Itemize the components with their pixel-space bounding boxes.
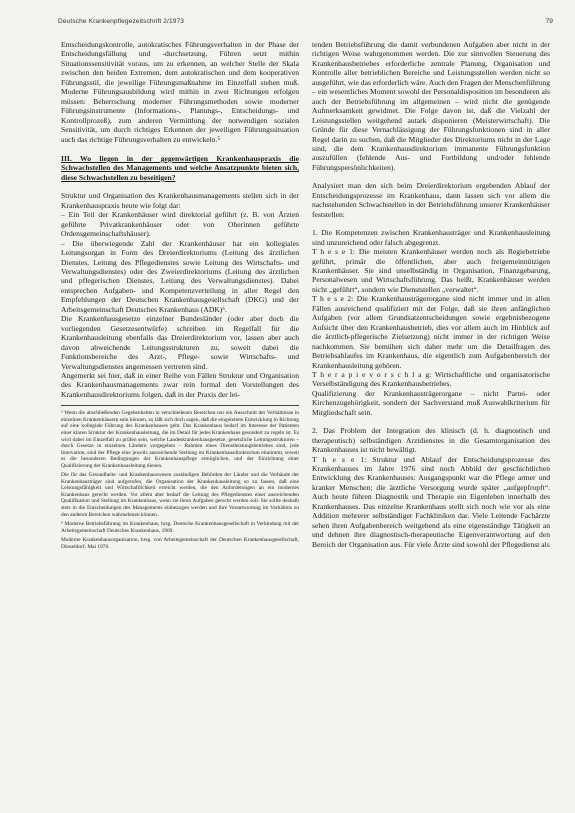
- journal-title: Deutsche Krankenpflegezeitschrift 2/1973: [58, 18, 185, 25]
- footnotes: [61, 405, 299, 550]
- thesis-label: T h e s e 1:: [312, 247, 355, 257]
- paragraph: Entscheidungskontrolle, autokratisches Führungsverhalten in der Phase der Entscheidungsfällung und -durchsetzung. Führen setzt mithin Situationssensitivität voraus, um zu erkennen, an welcher Stelle der Skala zwischen den beiden Extremen, dem autokratischen und dem kooperativen Führungsstil, die jeweilige Führungsmaßnahme im Einzelfall stehen muß. Moderne Führungsausbildung wird mithin in zwei Richtungen erfolgen müssen: Beherrschung moderner Führungsmethoden sowie moderner Führungsinstrumente (Informations-, Planungs-, Entscheidungs- und Kontrollprozeß), zum anderen Vermittlung der notwendigen sozialen Sensitivität, um durch richtiges Erkennen der jeweiligen Führungssituation auch das richtige Führungsverhalten zu entwickeln.⁵: [61, 40, 299, 144]
- left-column: [61, 40, 299, 800]
- footnote: ⁵ Wenn die abschließenden Gegebenheiten in verschiedenen Bereichen nur ein Ausschnitt der Verhältnisse in einzelnen Krankenhäusern sein können, so läßt sich doch sagen, daß die eingeleitete Entwicklung in Richtung auf eine kollegiale Führung des Krankenhauses geht. Das Krankenhaus bedarf im Interesse der Patienten einer klaren Struktur der Krankenhausleitung, die im Detail für jedes Krankenhaus gesondert zu regeln ist. Es wird dabei im Einzelfall zu prüfen sein, welche Landeskrankenhausgesetze, gesetzliche Leitungsstrukturen – durch Gesetze in einzelnen Ländern vorgegeben – Rahmen eines Dienstleistungsbetriebes sind, jede Innovation, sind der Pflege eine jeweils ausreichende Stellung im Krankenhausdirektorium einnimmt, soweit es die besonderen Bedingungen der Krankenhauspflege ermöglichen, und der Einrichtung einer Qualifizierung der Krankenhausleitung dienen.: [61, 410, 299, 469]
- section-heading-text: III. Wo liegen in der gegenwärtigen Krankenhauspraxis die Schwachstellen des Managements und welche Ansatzpunkte bieten sich, diese Schwachstellen zu beseitigen?: [61, 153, 299, 182]
- numbered-point: 1. Die Kompetenzen zwischen Krankenhausträger und Krankenhausleitung sind unzureichend oder falsch abgegrenzt.: [312, 228, 550, 247]
- thesis-paragraph: [312, 247, 550, 294]
- therapy-text: Wirtschaftliche und organisatorische Verselbständigung des Krankenhausbetriebes.: [312, 369, 550, 389]
- thesis-paragraph: [312, 294, 550, 370]
- thesis-label: T h e s e 2:: [312, 294, 354, 304]
- therapy-paragraph: [312, 370, 550, 389]
- thesis-label: T h e s e 1:: [312, 454, 367, 464]
- section-heading: [61, 154, 299, 182]
- paragraph: Struktur und Organisation des Krankenhausmanagements stellen sich in der Krankenhauspraxis heute wie folgt dar:: [61, 191, 299, 210]
- therapy-label: T h e r a p i e v o r s c h l a g:: [312, 369, 432, 379]
- running-header: [58, 18, 553, 25]
- thesis-text: Struktur und Ablauf der Entscheidungsprozesse des Krankenhauses im Jahre 1976 sind noch Abbild der geschichtlichen Entwicklung des Krankenhauses: Ausgangspunkt war die Pflege armer und kranker Menschen; die ärztliche Versorgung wurde später „aufgepfropft“. Auch heute führen Diagnostik und Therapie ein Eigenleben innerhalb des Krankenhauses. Das einzelne Krankenhaus stellt sich noch wie vor als eine Addition mehrerer selbständiger Fachkliniken dar. Viele Leitende Fachärzte sehen ihren Aufgabenbereich weitgehend als eine eigenständige Tätigkeit an und dehnen ihre diagnostisch-therapeutische Eigenverantwortung auf den Bereich der Organisation aus. Für viele Ärzte sind sowohl der Pflegedienst als: [312, 454, 550, 549]
- thesis-paragraph: [312, 455, 550, 550]
- paragraph: Die Krankenhausgesetze einzelner Bundesländer (oder aber doch die vorliegenden Gesetzesentwürfe) schreiben im Regelfall für die Krankenhausleitung ebenfalls das Dreierdirektorium vor, lassen aber auch davon abweichende Leitungsstrukturen zu, soweit dabei die Funktionsbereiche des Arzt-, Pflege- sowie Wirtschafts- und Verwaltungsdienstes angemessen vertreten sind.: [61, 314, 299, 371]
- footnote: Die für das Gesundheits- und Krankenhauswesen zuständigen Behörden der Länder und die Verbände der Krankenhausträger sind aufgerufen, die Organisation der Krankenhausleitung so zu fassen, daß eine Leistungsfähigkeit und Wirtschaftlichkeit erreicht werden, die den Anforderungen an ein modernes Krankenhaus gerecht werden. Vor allem aber bedarf die Leitung des Pflegedienstes einer ausreichenden Qualifikation und Stellung im Krankenhaus, wenn sie ihren Aufgaben gerecht werden soll. Sie sollte deshalb stets in die Entscheidungen des Managements einbezogen werden und ihre Verantwortung im Verhältnis zu den anderen Bereichen wahrnehmen können.: [61, 472, 299, 518]
- list-item: – Die überwiegende Zahl der Krankenhäuser hat ein kollegiales Leitungsorgan in Form des Dreierdirektoriums (Leitung des ärztlichen Dienstes, Leitung des Pflegedienstes sowie Leitung des Wirtschafts- und Verwaltungsdienstes) oder des Zweierdirektoriums (Leitung des ärztlichen und pflegerischen Dienstes, Leitung des Verwaltungsdienstes). Dabei entsprechen Aufgaben- und Kompetenzverteilung in aller Regel den Empfehlungen der Deutschen Krankenhausgesellschaft (DKG) und der Arbeitsgemeinschaft Deutsches Krankenhaus (ADK)⁶.: [61, 238, 299, 314]
- right-column: [312, 40, 550, 810]
- list-item: – Ein Teil der Krankenhäuser wird direktorial geführt (z. B. von Ärzten geführte Privatkrankenhäuser oder von Oberinnen geführte Ordensgemeinschaftshäuser).: [61, 210, 299, 239]
- page-number: 79: [545, 18, 553, 25]
- paragraph: tenden Betriebsführung die damit verbundenen Aufgaben aber nicht in der richtigen Weise wahrgenommen werden. Die zur sinnvollen Steuerung des Krankenhausbetriebes erforderliche zentrale Planung, Organisation und Kontrolle aller betrieblichen Bereiche und Leistungsstellen werden nicht so ausgeführt, wie das erforderlich wäre. Auch den Fragen der Menschenführung – ein wesentliches Moment sowohl der Personaldisposition im besonderen als auch der Betriebsführung im allgemeinen – wird nicht die genügende Aufmerksamkeit gewidmet. Die Folge davon ist, daß die Vielzahl der Leistungsstellen weitgehend autark disponieren (Meisterwirtschaft). Die Gründe für diese Vernachlässigung der Führungsfunktionen sind in aller Regel darin zu suchen, daß die Mitglieder des Direktoriums nicht in der Lage sind, die dem Krankenhausdirektorium immanente Führungsfunktion auszufüllen (fehlende Aus- und Fortbildung und/oder fehlende Führungspersönlichkeiten).: [312, 40, 550, 172]
- paragraph: Qualifizierung der Krankenhausträgerorgane – nicht Partei- oder Kirchenzugehörigkeit, sondern der Sachverstand muß Auswahlkriterium für Mitgliedschaft sein.: [312, 388, 550, 417]
- thesis-text: Die Krankenhausträgerorgane sind nicht immer und in allen Fällen ausreichend qualifiziert mit der Folge, daß sie ihren anfänglichen Aufgaben (vor allem Grundsatzentscheidungen sowie ergebnisbezogene Aufsicht über den Krankenhausbetrieb, dies vor allem auch im Hinblick auf die ärztlich-pflegerische Zielsetzung) nicht immer in der richtigen Weise nachkommen. Sie bemühen sich daher mehr um die Detailfragen des Betriebsablaufes im Krankenhaus, die eigentlich zum Aufgabenbereich der Krankenhausleitung gehören.: [312, 294, 550, 370]
- paragraph: Angemerkt sei hier, daß in einer Reihe von Fällen Struktur und Organisation des Krankenhausmanagements zwar rein formal den Vorstellungen des Krankenhausdirektoriums folgen, daß in der Praxis der lei-: [61, 370, 299, 399]
- footnote: ⁶ Moderne Betriebsführung im Krankenhaus, hrsg. Deutsche Krankenhausgesellschaft in Verbindung mit der Arbeitsgemeinschaft Deutsches Krankenhaus, 1969.: [61, 521, 299, 534]
- thesis-text: Die meisten Krankenhäuser werden noch als Regiebetriebe geführt, primär die öffentlichen, aber auch freigemeinnützigen Krankenhäuser. Sie sind unselbständig in Organisation, Finanzgebarung, Personalwesen und Wirtschaftsführung. Das heißt, Krankenhäuser werden nicht „geführt“, sondern wie Dienststellen „verwaltet“.: [312, 247, 550, 294]
- numbered-point: 2. Das Problem der Integration des klinisch (d. h. diagnostisch und therapeutisch) selbständigen Arztdienstes in die Gesamtorganisation des Krankenhauses ist nicht bewältigt.: [312, 426, 550, 455]
- paragraph: Analysiert man den sich beim Dreierdirektorium ergebenden Ablauf der Entscheidungsprozesse im Krankenhaus, dann lassen sich vor allem die nachstehenden Schwachstellen in der Betriebsführung unserer Krankenhäuser feststellen:: [312, 181, 550, 219]
- footnote: Moderne Krankenhausorganisation, hrsg. von Arbeitsgemeinschaft der Deutschen Krankenhausgesellschaft, Düsseldorf, Mai 1970.: [61, 537, 299, 550]
